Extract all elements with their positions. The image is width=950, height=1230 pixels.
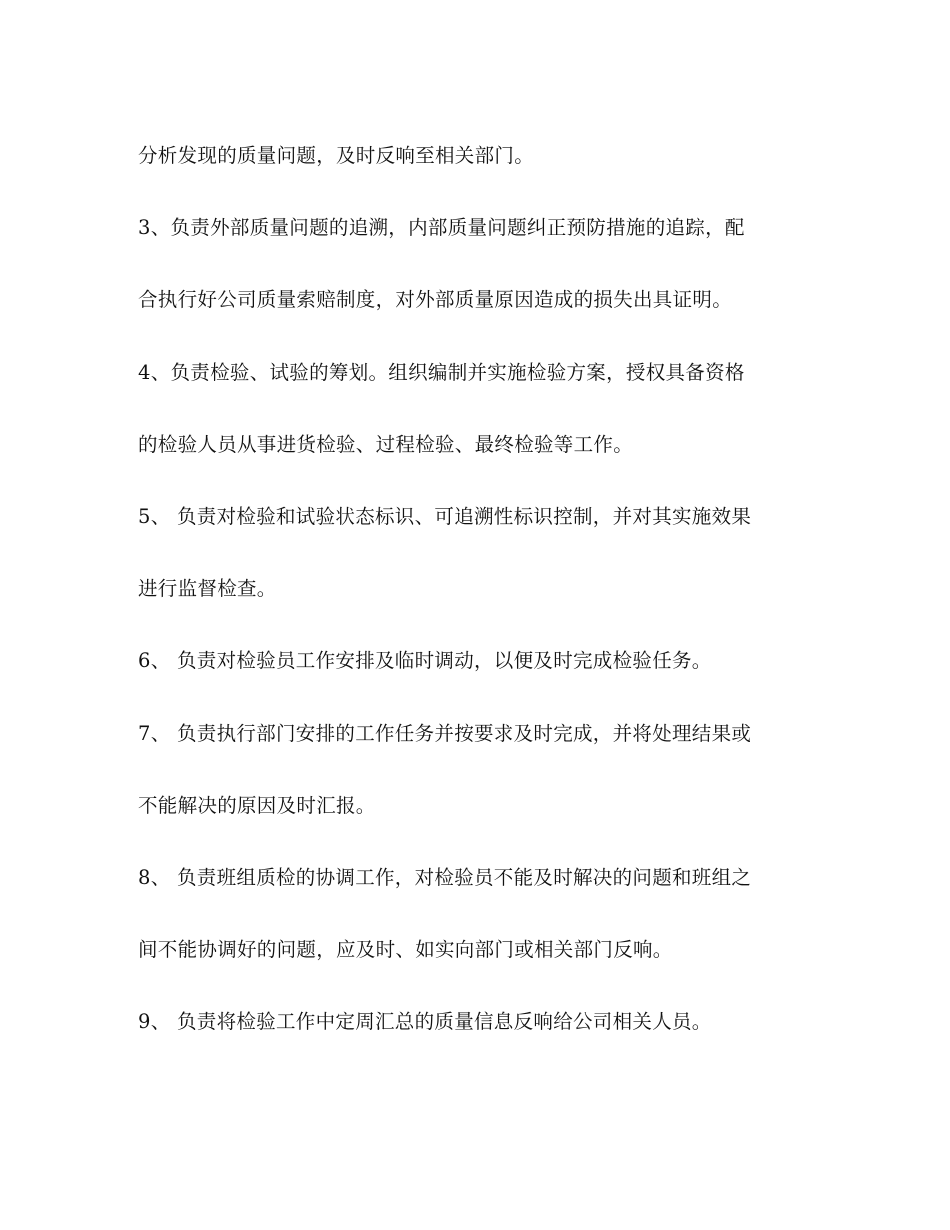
text-line: 合执行好公司质量索赔制度，对外部质量原因造成的损失出具证明。 xyxy=(138,288,733,312)
text-line: 4、负责检验、试验的筹划。组织编制并实施检验方案，授权具备资格 xyxy=(138,360,745,384)
text-line: 5、 负责对检验和试验状态标识、可追溯性标识控制，并对其实施效果 xyxy=(138,504,752,528)
text-line: 间不能协调好的问题，应及时、如实向部门或相关部门反响。 xyxy=(138,938,673,962)
text-line: 3、负责外部质量问题的追溯，内部质量问题纠正预防措施的追踪，配 xyxy=(138,216,745,240)
text-line: 分析发现的质量问题，及时反响至相关部门。 xyxy=(138,144,535,167)
text-line: 8、 负责班组质检的协调工作，对检验员不能及时解决的问题和班组之 xyxy=(138,865,752,889)
text-line: 6、 负责对检验员工作安排及临时调动，以便及时完成检验任务。 xyxy=(138,649,712,673)
text-line: 7、 负责执行部门安排的工作任务并按要求及时完成，并将处理结果或 xyxy=(138,721,752,745)
text-line: 进行监督检查。 xyxy=(138,577,277,601)
text-line: 不能解决的原因及时汇报。 xyxy=(138,793,376,817)
document-body xyxy=(138,138,818,1076)
text-line: 9、 负责将检验工作中定周汇总的质量信息反响给公司相关人员。 xyxy=(138,1010,712,1034)
text-line: 的检验人员从事进货检验、过程检验、最终检验等工作。 xyxy=(138,432,634,456)
